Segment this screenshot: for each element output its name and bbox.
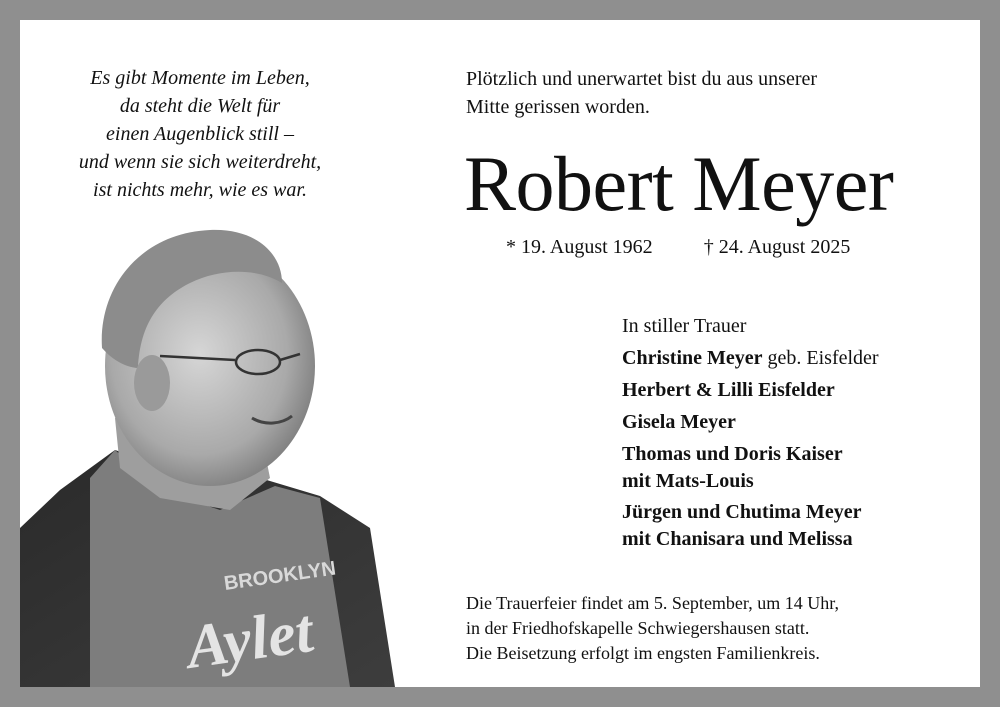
- shirt-text-bottom: Aylet: [182, 596, 317, 682]
- intro-text: [466, 65, 817, 121]
- mourner-juergen: [622, 499, 879, 553]
- portrait-illustration: [20, 228, 400, 687]
- mourner-note: geb. Eisfelder: [762, 347, 879, 369]
- quote-line: und wenn sie sich weiterdreht,: [78, 151, 322, 173]
- mourner-herbert: Herbert & Lilli Eisfelder: [622, 379, 835, 401]
- funeral-notice: [466, 591, 839, 666]
- ear-shape: [134, 355, 170, 411]
- quote-line: einen Augenblick still –: [106, 123, 294, 145]
- notice-line: Die Trauerfeier findet am 5. September, um 14 Uhr,: [466, 593, 839, 613]
- memorial-quote: [40, 64, 360, 204]
- life-dates: [506, 234, 850, 260]
- intro-line: Plötzlich und unerwartet bist du aus unserer: [466, 68, 818, 90]
- death-date: † 24. August 2025: [703, 236, 851, 258]
- birth-date: * 19. August 1962: [506, 236, 653, 258]
- mourner-line: mit Chanisara und Melissa: [622, 528, 853, 550]
- portrait-photo: [20, 228, 400, 687]
- mourners-heading: In stiller Trauer: [622, 315, 747, 337]
- mourner-line: Thomas und Doris Kaiser: [622, 443, 843, 465]
- mourner-thomas: [622, 441, 879, 495]
- deceased-name: Robert Meyer: [464, 140, 894, 227]
- mourner-line: mit Mats-Louis: [622, 470, 754, 492]
- mourners-list: [622, 310, 879, 557]
- quote-line: ist nichts mehr, wie es war.: [93, 179, 307, 201]
- obituary-card: [20, 20, 980, 687]
- mourner-christine: [622, 342, 879, 374]
- mourner-gisela: Gisela Meyer: [622, 411, 736, 433]
- quote-line: Es gibt Momente im Leben,: [90, 67, 310, 89]
- mourner-line: Jürgen und Chutima Meyer: [622, 501, 862, 523]
- quote-line: da steht die Welt für: [119, 95, 281, 117]
- intro-line: Mitte gerissen worden.: [466, 96, 650, 118]
- shirt-text-top: BROOKLYN: [222, 557, 338, 595]
- mourner-name: Christine Meyer: [622, 347, 763, 369]
- notice-line: in der Friedhofskapelle Schwiegershausen statt.: [466, 618, 810, 638]
- notice-line: Die Beisetzung erfolgt im engsten Familienkreis.: [466, 643, 820, 663]
